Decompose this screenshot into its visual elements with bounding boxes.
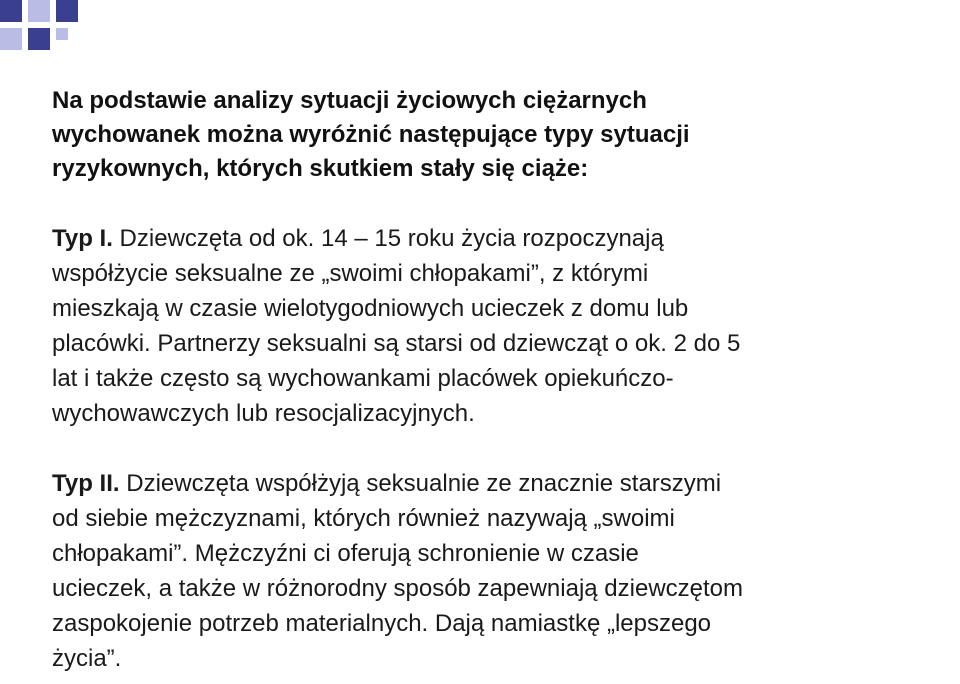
type2-line: chłopakami”. Mężczyźni ci oferują schronienie w czasie xyxy=(52,540,639,567)
type2-label: Typ II. xyxy=(52,470,120,497)
type1-label: Typ I. xyxy=(52,225,113,252)
type1-line: wychowawczych lub resocjalizacyjnych. xyxy=(52,400,475,427)
deco-square xyxy=(56,0,78,22)
type2-line: zaspokojenie potrzeb materialnych. Dają namiastkę „lepszego xyxy=(52,610,712,637)
deco-square xyxy=(56,28,68,40)
type2-line: Dziewczęta współżyją seksualnie ze znacznie starszymi xyxy=(119,470,722,497)
corner-decoration xyxy=(0,0,80,52)
type1-line: placówki. Partnerzy seksualni są starsi od dziewcząt o ok. 2 do 5 xyxy=(52,330,741,357)
type1-line: mieszkają w czasie wielotygodniowych ucieczek z domu lub xyxy=(52,295,689,322)
heading-line: ryzykownych, których skutkiem stały się ciąże: xyxy=(52,155,589,182)
deco-square xyxy=(28,28,50,50)
type2-line: życia”. xyxy=(52,645,122,672)
type1-line: Dziewczęta od ok. 14 – 15 roku życia rozpoczynają xyxy=(112,225,664,252)
type1-line: lat i także często są wychowankami placówek opiekuńczo- xyxy=(52,365,674,392)
deco-square xyxy=(0,28,22,50)
type2-line: ucieczek, a także w różnorodny sposób zapewniają dziewczętom xyxy=(52,575,744,602)
slide-content xyxy=(52,84,912,676)
heading-line: Na podstawie analizy sytuacji życiowych ciężarnych xyxy=(52,87,647,114)
heading-line: wychowanek można wyróżnić następujące typy sytuacji xyxy=(52,121,690,148)
type2-line: od siebie mężczyznami, których również nazywają „swoimi xyxy=(52,505,675,532)
slide-heading xyxy=(52,84,912,186)
type1-paragraph xyxy=(52,221,912,431)
type2-paragraph xyxy=(52,466,912,676)
deco-square xyxy=(0,0,22,22)
type1-line: współżycie seksualne ze „swoimi chłopakami”, z którymi xyxy=(52,260,649,287)
deco-square xyxy=(28,0,50,22)
